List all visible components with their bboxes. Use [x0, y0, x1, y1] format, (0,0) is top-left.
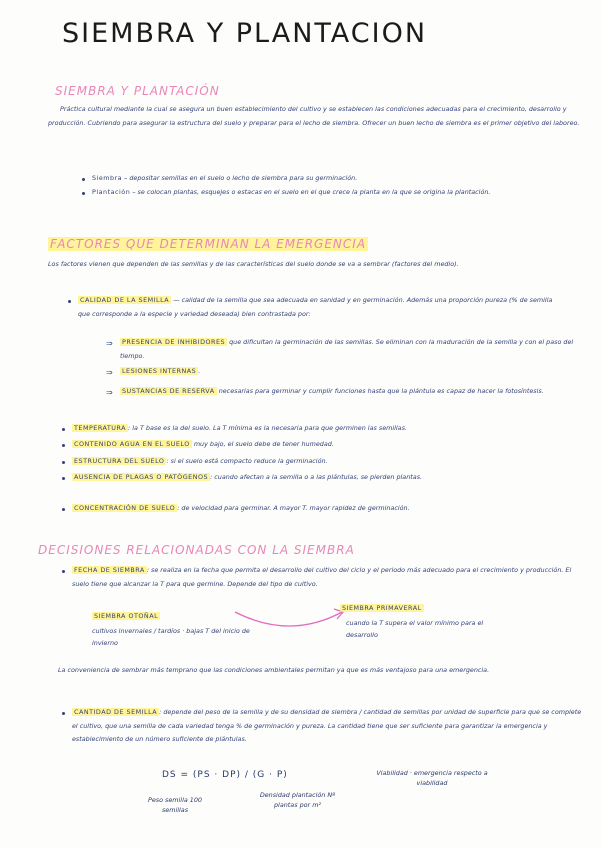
bullet-estructura: ESTRUCTURA DEL SUELO : si el suelo está compacto reduce la germinación.: [74, 457, 328, 465]
siembra-primaveral-desc: cuando la T supera el valor mínimo para el desarrollo: [346, 619, 484, 639]
sub-lesiones: LESIONES INTERNAS .: [122, 367, 201, 375]
bullet-siembra: Siembra – depositar semillas en el suelo o lecho de siembra para su germinación.: [92, 174, 358, 182]
bullet-plantacion: Plantación – se colocan plantas, esquejes o estacas en el suelo en el que crece la planta en la que se origina la plantación.: [92, 188, 491, 196]
bullet-dot: [62, 477, 65, 480]
note-densidad: Densidad plantación Nº plantas por m²: [259, 791, 336, 809]
bullet-dot: [62, 461, 65, 464]
bullet-temperatura: TEMPERATURA : la T base es la del suelo. La T mínima es la necesaria para que germinen las semillas.: [74, 424, 407, 432]
bullet-dot: [62, 712, 65, 715]
seed-formula: DS = (PS · DP) / (G · P): [162, 770, 288, 780]
bullet-fecha-siembra: FECHA DE SIEMBRA : se realiza en la fecha que permita el desarrollo del cultivo del ciclo y el periodo más adecuado para el crecimiento y producción. El suelo tiene que alcanzar la T para que germine. Depende del tipo de cultivo.: [72, 566, 572, 588]
bullet-dot: [62, 570, 65, 573]
bullet-calidad-semilla: CALIDAD DE LA SEMILLA — calidad de la semilla que sea adecuada en sanidad y en germinación. Además una proporción pureza (% de semilla que corresponde a la especie y variedad deseada) bien contrastada por:: [78, 296, 553, 318]
siembra-conveniencia-paragraph: La conveniencia de sembrar más temprano que las condiciones ambientales permitan ya que es más ventajoso para una emergencia.: [58, 666, 490, 674]
bullet-cantidad-semilla: CANTIDAD DE SEMILLA : depende del peso de la semilla y de su densidad de siembra / cantidad de semillas por unidad de superficie para que se complete el cultivo, que una semilla de cada variedad tenga % de germinación y pureza. La cantidad tiene que ser suficiente para garantizar la emergencia y establecimiento de un número suficiente de plántulas.: [72, 708, 582, 743]
section-intro-factores: Los factores vienen que dependen de las semillas y de las características del suelo donde se va a sembrar (factores del medio).: [48, 260, 459, 268]
section-intro-siembra: Práctica cultural mediante la cual se asegura un buen establecimiento del cultivo y se establecen las condiciones adecuadas para el crecimiento, desarrollo y producción. Cubriendo para asegurar la estructura del suelo y preparar para el lecho de siembra. Ofrecer un buen lecho de siembra es el primer objetivo del laboreo.: [48, 105, 580, 127]
siembra-otonal-label: SIEMBRA OTOÑAL: [94, 612, 159, 620]
bullet-dot: [82, 178, 85, 181]
bullet-dot: [62, 508, 65, 511]
section-heading-siembra: SIEMBRA Y PLANTACIÓN: [55, 84, 220, 98]
bullet-agua: CONTENIDO AGUA EN EL SUELO muy bajo, el suelo debe de tener humedad.: [74, 440, 334, 448]
arrow-icon: ⇒: [106, 368, 113, 377]
arrow-icon: ⇒: [106, 388, 113, 397]
section-heading-factores: FACTORES QUE DETERMINAN LA EMERGENCIA: [50, 237, 367, 251]
bullet-dot: [62, 428, 65, 431]
bullet-concentracion: CONCENTRACIÓN DE SUELO : de velocidad para germinar. A mayor T. mayor rapidez de germinación.: [74, 504, 410, 512]
siembra-primaveral-label: SIEMBRA PRIMAVERAL: [342, 604, 422, 612]
bullet-plagas: AUSENCIA DE PLAGAS O PATÓGENOS : cuando afectan a la semilla o a las plántulas, se pierden plantas.: [74, 473, 423, 481]
note-peso-semilla: Peso semilla 100 semillas: [147, 796, 202, 814]
siembra-otonal-desc: cultivos invernales / tardíos · bajas T del inicio de invierno: [92, 627, 250, 647]
sub-reservas: SUSTANCIAS DE RESERVA necesarias para germinar y cumplir funciones hasta que la plántula es capaz de hacer la fotosíntesis.: [122, 387, 544, 395]
note-viabilidad: Viabilidad · emergencia respecto a viabilidad: [376, 769, 488, 787]
bullet-dot: [68, 300, 71, 303]
curved-arrow-icon: [230, 600, 350, 630]
page-title: SIEMBRA Y PLANTACION: [62, 18, 428, 49]
section-heading-decisiones: DECISIONES RELACIONADAS CON LA SIEMBRA: [38, 543, 355, 557]
sub-inhibidores: PRESENCIA DE INHIBIDORES que dificultan la germinación de las semillas. Se eliminan con la maduración de la semilla y con el paso del tiempo.: [120, 338, 574, 360]
bullet-dot: [62, 444, 65, 447]
arrow-icon: ⇒: [106, 339, 113, 348]
bullet-dot: [82, 192, 85, 195]
